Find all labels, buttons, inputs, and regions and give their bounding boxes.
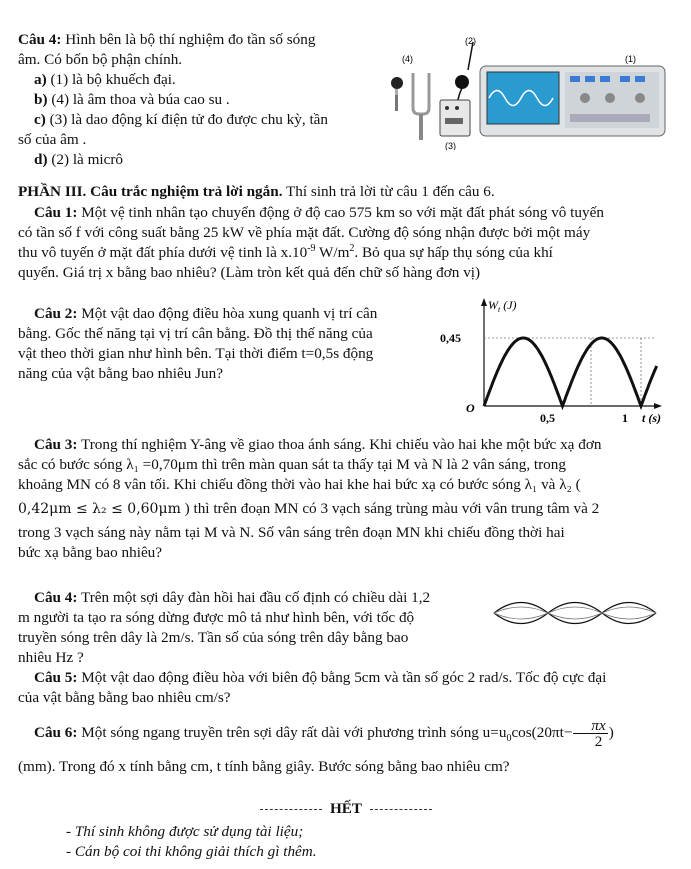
part3-note: Thí sinh trả lời từ câu 1 đến câu 6. <box>286 183 495 200</box>
question-2 <box>18 304 448 384</box>
q1-line2: có tần số f với công suất bằng 25 kW về phía mặt đất. Cường độ sóng nhận được bởi một máy <box>18 224 591 241</box>
q2-line3: vật theo thời gian như hình bên. Tại thời điểm t=0,5s động <box>18 345 374 362</box>
q1-sq: 2 <box>349 242 355 254</box>
q1-line3b: W/m <box>315 244 350 261</box>
end-dash-left <box>260 809 322 810</box>
question-4-experiment <box>18 30 378 170</box>
q6-line1a: Một sóng ngang truyền trên sợi dây rất dài với phương trình sóng u=u <box>81 723 507 741</box>
part3-title: PHẦN III. Câu trắc nghiệm trả lời ngắn. <box>18 183 283 200</box>
graph-origin: O <box>466 401 475 415</box>
q6-fraction <box>573 718 607 749</box>
footer-note-2: - Cán bộ coi thi không giải thích gì thêm. <box>66 843 317 860</box>
q1-label: Câu 1: <box>34 204 78 221</box>
q4a-opt-c-text: (3) là dao động kí điện tử đo được chu kỳ, tần <box>49 111 329 128</box>
potential-energy-graph <box>436 294 672 424</box>
q3-line1: Trong thí nghiệm Y-âng về giao thoa ánh sáng. Khi chiếu vào hai khe một bức xạ đơn <box>81 436 602 453</box>
q4b-line2: m người ta tạo ra sóng dừng được mô tả như hình bên, với tốc độ <box>18 609 415 626</box>
q4b-line4: nhiêu Hz ? <box>18 649 84 666</box>
q4b-label: Câu 4: <box>34 589 78 606</box>
q6-label: Câu 6: <box>34 723 78 741</box>
question-6 <box>18 718 678 777</box>
q1-line1: Một vệ tinh nhân tạo chuyển động ở độ cao 575 km so với mặt đất phát sóng vô tuyến <box>81 204 604 221</box>
standing-wave-figure <box>492 590 664 636</box>
q5-line2: của vật bằng bằng bao nhiêu cm/s? <box>18 689 231 706</box>
experiment-figure <box>385 28 670 150</box>
q6-frac-den: 2 <box>594 733 603 750</box>
graph-y-tick: 0,45 <box>440 331 461 345</box>
part-3-heading <box>18 182 673 202</box>
q6-line1b: cos(20πt− <box>511 723 573 741</box>
graph-x-tick1: 0,5 <box>540 411 555 424</box>
q6-line2: (mm). Trong đó x tính bằng cm, t tính bằng giây. Bước sóng bằng bao nhiêu cm? <box>18 758 510 775</box>
graph-x-tick2: 1 <box>622 411 628 424</box>
q5-label: Câu 5: <box>34 669 78 686</box>
end-marker <box>232 800 460 820</box>
oscilloscope-icon <box>480 66 665 136</box>
q4b-line1: Trên một sợi dây đàn hồi hai đầu cố định có chiều dài 1,2 <box>81 589 431 606</box>
q6-sub0: 0 <box>506 733 512 745</box>
fig-label-4: (4) <box>402 54 413 64</box>
graph-y-label: $W_t$ (J) <box>488 298 517 314</box>
graph-x-label: t (s) <box>642 411 661 424</box>
rubber-mallet-icon <box>391 77 403 89</box>
q1-line4: quyển. Giá trị x bằng bao nhiêu? (Làm tròn kết quả đến chữ số hàng đơn vị) <box>18 264 481 281</box>
q4a-opt-a-key: a) <box>34 71 47 88</box>
q4a-label: Câu 4: <box>18 31 62 48</box>
fig-label-2: (2) <box>465 36 476 46</box>
q3-condition: 0,42μm ≤ λ₂ ≤ 0,60μm <box>18 501 181 517</box>
footer-notes <box>66 822 626 862</box>
q4a-line2: âm. Có bốn bộ phận chính. <box>18 51 183 68</box>
fig-label-1: (1) <box>625 54 636 64</box>
q4b-line3: truyền sóng trên dây là 2m/s. Tần số của sóng trên dây bằng bao <box>18 629 409 646</box>
end-label: HẾT <box>329 800 363 817</box>
q4a-opt-d-key: d) <box>34 151 48 168</box>
q1-line3a: thu vô tuyến ở mặt đất phía dưới vệ tinh là x.10 <box>18 244 308 261</box>
q1-line3c: . Bỏ qua sự hấp thụ sóng của khí <box>354 244 553 261</box>
q6-line1c: ) <box>608 723 614 741</box>
q3-line5: trong 3 vạch sáng này nằm tại M và N. Số vân sáng trên đoạn MN khi chiếu đồng thời hai <box>18 524 565 541</box>
fig-label-3: (3) <box>445 141 456 150</box>
question-1 <box>18 203 673 283</box>
q4a-opt-c-cont: số của âm . <box>18 131 87 148</box>
q2-label: Câu 2: <box>34 305 78 322</box>
question-3 <box>18 435 673 563</box>
q3-line4b: ) thì trên đoạn MN có 3 vạch sáng trùng màu với vân trung tâm và 2 <box>180 500 600 517</box>
q6-frac-num: πx <box>573 718 607 734</box>
question-4-standing-wave <box>18 588 498 668</box>
end-dash-right <box>370 809 432 810</box>
q2-line4: năng của vật bằng bao nhiêu Jun? <box>18 365 223 382</box>
q5-line1: Một vật dao động điều hòa với biên độ bằng 5cm và tần số góc 2 rad/s. Tốc độ cực đại <box>81 669 607 686</box>
q4a-opt-d-text: (2) là micrô <box>51 151 124 168</box>
q4a-line1: Hình bên là bộ thí nghiệm đo tần số sóng <box>65 31 316 48</box>
amplifier-box-icon <box>440 100 470 136</box>
q3-line2: sắc có bước sóng λ₁ =0,70μm thì trên màn quan sát ta thấy tại M và N là 2 vân sáng, trong <box>18 456 566 473</box>
energy-curve <box>484 338 657 406</box>
q3-line3: khoảng MN có 8 vân tối. Khi chiếu đồng thời vào hai khe hai bức xạ có bước sóng λ₁ và λ₂ ( <box>18 476 581 493</box>
q2-line2: bằng. Gốc thế năng tại vị trí cân bằng. Đồ thị thế năng của <box>18 325 373 342</box>
q3-line6: bức xạ bằng bao nhiêu? <box>18 544 163 561</box>
q4a-opt-b-key: b) <box>34 91 48 108</box>
q2-line1: Một vật dao động điều hòa xung quanh vị trí cân <box>81 305 378 322</box>
q3-label: Câu 3: <box>34 436 78 453</box>
footer-note-1: - Thí sinh không được sử dụng tài liệu; <box>66 823 304 840</box>
q1-exp: -9 <box>307 242 316 254</box>
q4a-opt-a-text: (1) là bộ khuếch đại. <box>50 71 176 88</box>
q4a-opt-c-key: c) <box>34 111 46 128</box>
question-5 <box>18 668 673 708</box>
q4a-opt-b-text: (4) là âm thoa và búa cao su . <box>51 91 230 108</box>
